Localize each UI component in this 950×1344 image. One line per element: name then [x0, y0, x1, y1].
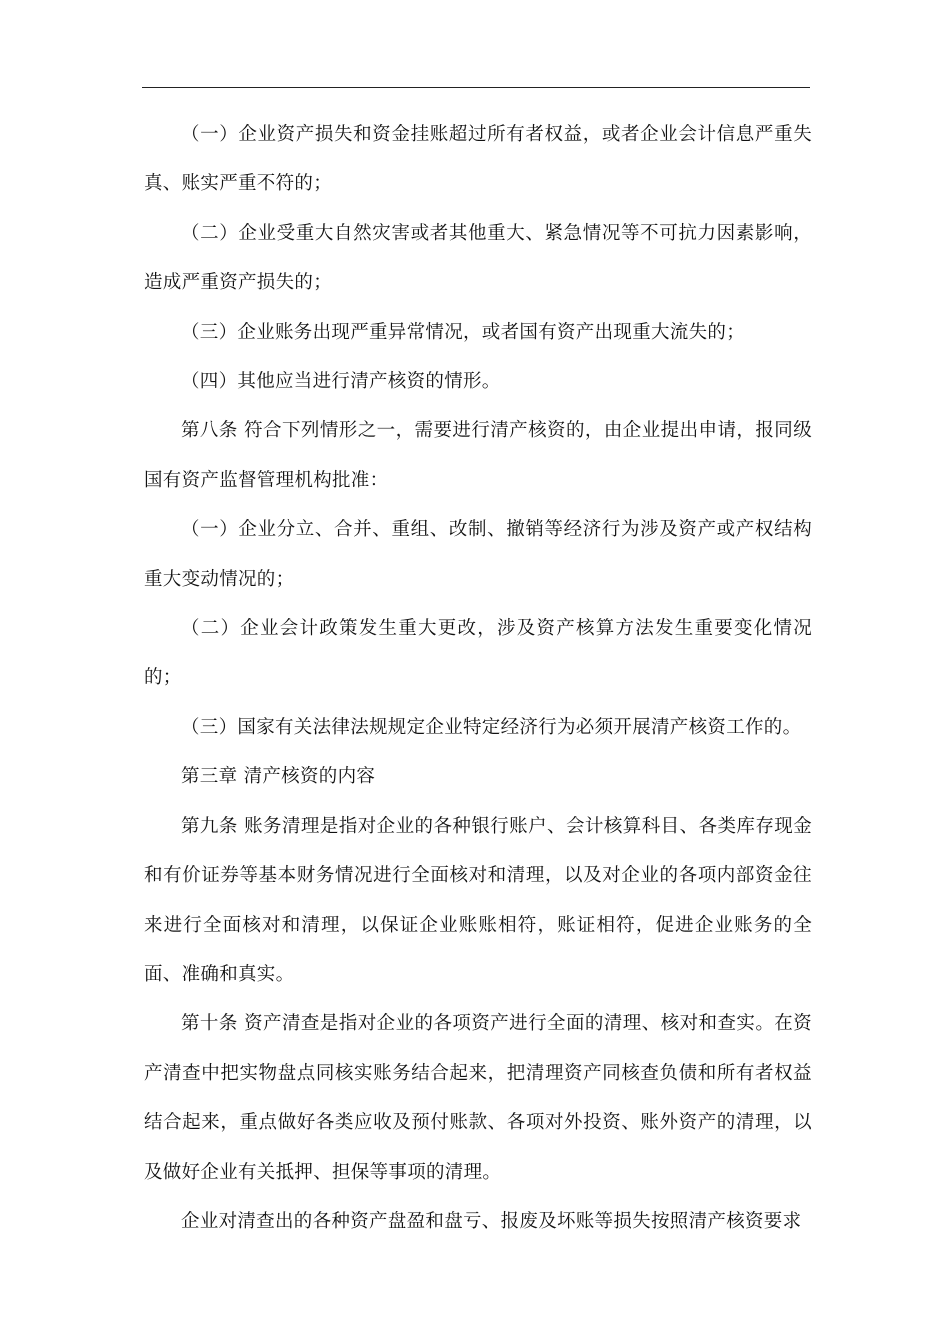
paragraph-item-1: （一）企业资产损失和资金挂账超过所有者权益，或者企业会计信息严重失真、账实严重不符的；: [144, 124, 812, 195]
header-rule: [142, 87, 810, 88]
paragraph-item-3: （三）企业账务出现严重异常情况，或者国有资产出现重大流失的；: [181, 321, 746, 343]
document-body: [144, 110, 812, 1246]
article-8: 第八条 符合下列情形之一，需要进行清产核资的，由企业提出申请，报同级国有资产监督管理机构批准：: [144, 420, 812, 491]
paragraph-item-4: （四）其他应当进行清产核资的情形。: [181, 371, 501, 393]
article-8-item-2: （二）企业会计政策发生重大更改，涉及资产核算方法发生重要变化情况的；: [144, 618, 812, 689]
article-9: 第九条 账务清理是指对企业的各种银行账户、会计核算科目、各类库存现金和有价证券等基本财务情况进行全面核对和清理，以及对企业的各项内部资金往来进行全面核对和清理，以保证企业账账相符，账证相符，促进企业账务的全面、准确和真实。: [144, 815, 812, 985]
article-10: 第十条 资产清查是指对企业的各项资产进行全面的清理、核对和查实。在资产清查中把实物盘点同核实账务结合起来，把清理资产同核查负债和所有者权益结合起来，重点做好各类应收及预付账款、各项对外投资、账外资产的清理，以及做好企业有关抵押、担保等事项的清理。: [144, 1013, 812, 1183]
article-8-item-1: （一）企业分立、合并、重组、改制、撤销等经济行为涉及资产或产权结构重大变动情况的；: [144, 519, 812, 590]
article-8-item-3: （三）国家有关法律法规规定企业特定经济行为必须开展清产核资工作的。: [181, 716, 802, 738]
paragraph-item-2: （二）企业受重大自然灾害或者其他重大、紧急情况等不可抗力因素影响，造成严重资产损失的；: [144, 222, 812, 294]
chapter-heading: 第三章 清产核资的内容: [181, 766, 376, 788]
continuation-paragraph: 企业对清查出的各种资产盘盈和盘亏、报废及坏账等损失按照清产核资要求: [181, 1210, 802, 1232]
